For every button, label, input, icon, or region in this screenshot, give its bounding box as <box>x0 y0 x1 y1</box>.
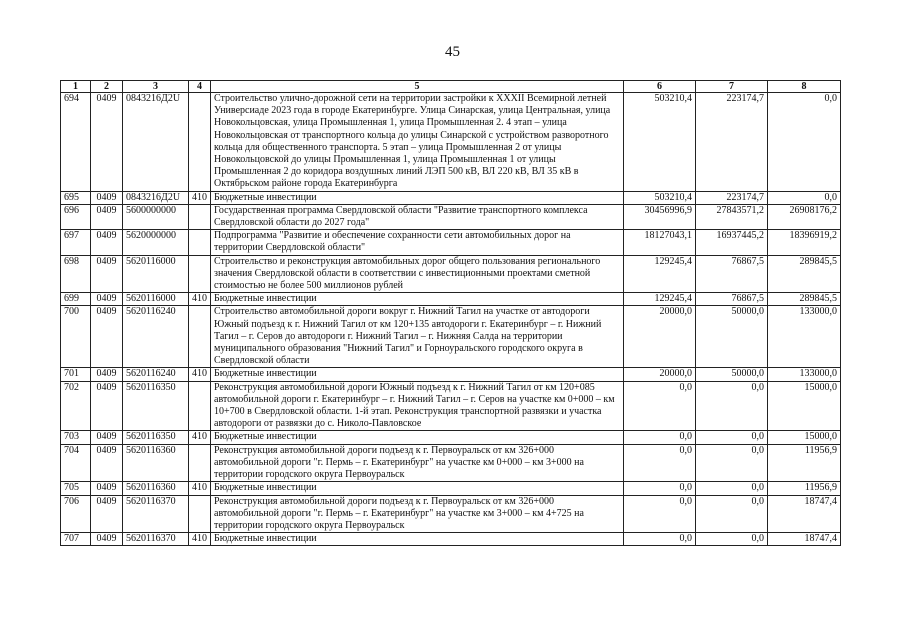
table-row <box>61 306 841 368</box>
amount-col-7: 27843571,2 <box>696 204 768 229</box>
amount-col-8: 11956,9 <box>768 482 841 495</box>
row-number: 706 <box>61 495 91 533</box>
table-row <box>61 204 841 229</box>
table-body <box>61 93 841 546</box>
amount-col-7: 0,0 <box>696 533 768 546</box>
section-code: 0409 <box>91 230 123 255</box>
section-code: 0409 <box>91 495 123 533</box>
section-code: 0409 <box>91 204 123 229</box>
section-code: 0409 <box>91 368 123 381</box>
amount-col-7: 0,0 <box>696 431 768 444</box>
header-col-7: 7 <box>696 81 768 93</box>
amount-col-8: 133000,0 <box>768 306 841 368</box>
amount-col-6: 129245,4 <box>624 293 696 306</box>
section-code: 0409 <box>91 306 123 368</box>
section-code: 0409 <box>91 444 123 482</box>
expense-type-code <box>189 444 211 482</box>
header-row <box>61 81 841 93</box>
amount-col-6: 0,0 <box>624 444 696 482</box>
expense-type-code <box>189 255 211 293</box>
amount-col-7: 0,0 <box>696 495 768 533</box>
section-code: 0409 <box>91 381 123 431</box>
amount-col-7: 76867,5 <box>696 293 768 306</box>
target-article-code: 0843216Д2U <box>123 93 189 192</box>
item-name: Подпрограмма "Развитие и обеспечение сохранности сети автомобильных дорог на территории Свердловской области" <box>211 230 624 255</box>
amount-col-7: 223174,7 <box>696 191 768 204</box>
target-article-code: 5620116350 <box>123 431 189 444</box>
expense-type-code <box>189 495 211 533</box>
expense-type-code <box>189 381 211 431</box>
amount-col-6: 20000,0 <box>624 368 696 381</box>
row-number: 701 <box>61 368 91 381</box>
table-row <box>61 230 841 255</box>
target-article-code: 0843216Д2U <box>123 191 189 204</box>
target-article-code: 5620116240 <box>123 306 189 368</box>
amount-col-8: 289845,5 <box>768 255 841 293</box>
section-code: 0409 <box>91 93 123 192</box>
row-number: 697 <box>61 230 91 255</box>
amount-col-8: 15000,0 <box>768 431 841 444</box>
header-col-2: 2 <box>91 81 123 93</box>
row-number: 702 <box>61 381 91 431</box>
amount-col-7: 16937445,2 <box>696 230 768 255</box>
section-code: 0409 <box>91 533 123 546</box>
target-article-code: 5620000000 <box>123 230 189 255</box>
row-number: 699 <box>61 293 91 306</box>
amount-col-7: 223174,7 <box>696 93 768 192</box>
expense-type-code <box>189 230 211 255</box>
amount-col-6: 503210,4 <box>624 191 696 204</box>
row-number: 703 <box>61 431 91 444</box>
item-name: Строительство улично-дорожной сети на территории застройки к XXXII Всемирной летней Универсиаде 2023 года в городе Екатеринбурге. Улица Синарская, улица Центральная, улица Новокольцовская, улица Промышленная 1, улица Промышленная 2. 4 этап – улица Новокольцовская от транспортного кольца до улицы Синарской с устройством разворотного кольца для общественного транспорта. 5 этап – улица Промышленная 2 от улицы Новокольцовской до улицы Промышленная 1, улица Промышленная 1 от улицы Промышленная 2 до коридора воздушных линий ЛЭП 500 кВ, ВЛ 220 кВ, ВЛ 35 кВ в Октябрьском районе города Екатеринбурга <box>211 93 624 192</box>
target-article-code: 5620116360 <box>123 482 189 495</box>
item-name: Бюджетные инвестиции <box>211 482 624 495</box>
row-number: 707 <box>61 533 91 546</box>
row-number: 705 <box>61 482 91 495</box>
target-article-code: 5620116370 <box>123 495 189 533</box>
expense-type-code: 410 <box>189 431 211 444</box>
table-row <box>61 431 841 444</box>
row-number: 700 <box>61 306 91 368</box>
expense-type-code: 410 <box>189 482 211 495</box>
section-code: 0409 <box>91 255 123 293</box>
row-number: 696 <box>61 204 91 229</box>
row-number: 694 <box>61 93 91 192</box>
amount-col-6: 0,0 <box>624 482 696 495</box>
target-article-code: 5620116350 <box>123 381 189 431</box>
row-number: 698 <box>61 255 91 293</box>
amount-col-8: 26908176,2 <box>768 204 841 229</box>
header-col-6: 6 <box>624 81 696 93</box>
amount-col-6: 0,0 <box>624 533 696 546</box>
table-row <box>61 191 841 204</box>
amount-col-7: 50000,0 <box>696 306 768 368</box>
item-name: Бюджетные инвестиции <box>211 293 624 306</box>
target-article-code: 5620116000 <box>123 293 189 306</box>
item-name: Бюджетные инвестиции <box>211 368 624 381</box>
amount-col-8: 11956,9 <box>768 444 841 482</box>
target-article-code: 5620116240 <box>123 368 189 381</box>
item-name: Реконструкция автомобильной дороги подъезд к г. Первоуральск от км 326+000 автомобильной дороги "г. Пермь – г. Екатеринбург" на участке км 3+000 – км 4+725 на территории городского округа Первоуральск <box>211 495 624 533</box>
item-name: Бюджетные инвестиции <box>211 431 624 444</box>
page-number: 45 <box>445 44 460 60</box>
item-name: Бюджетные инвестиции <box>211 191 624 204</box>
table-row <box>61 368 841 381</box>
section-code: 0409 <box>91 431 123 444</box>
section-code: 0409 <box>91 482 123 495</box>
amount-col-7: 0,0 <box>696 381 768 431</box>
table-row <box>61 482 841 495</box>
expense-type-code: 410 <box>189 368 211 381</box>
item-name: Строительство автомобильной дороги вокруг г. Нижний Тагил на участке от автодороги Южный подъезд к г. Нижний Тагил от км 120+135 автодороги г. Екатеринбург – г. Нижний Тагил – г. Серов до автодороги г. Нижний Тагил – г. Нижняя Салда на территории муниципального образования "Нижний Тагил" и Горноуральского городского округа в Свердловской области <box>211 306 624 368</box>
amount-col-7: 76867,5 <box>696 255 768 293</box>
expense-type-code <box>189 204 211 229</box>
amount-col-7: 0,0 <box>696 444 768 482</box>
expense-type-code <box>189 93 211 192</box>
amount-col-8: 289845,5 <box>768 293 841 306</box>
table-row <box>61 533 841 546</box>
header-col-5: 5 <box>211 81 624 93</box>
target-article-code: 5620116360 <box>123 444 189 482</box>
amount-col-8: 18396919,2 <box>768 230 841 255</box>
table-row <box>61 93 841 192</box>
table-row <box>61 444 841 482</box>
header-col-1: 1 <box>61 81 91 93</box>
expense-type-code: 410 <box>189 293 211 306</box>
amount-col-6: 129245,4 <box>624 255 696 293</box>
amount-col-8: 15000,0 <box>768 381 841 431</box>
item-name: Строительство и реконструкция автомобильных дорог общего пользования регионального значения Свердловской области в соответствии с инвестиционными проектами сметной стоимостью не более 500 миллионов рублей <box>211 255 624 293</box>
section-code: 0409 <box>91 293 123 306</box>
expense-type-code: 410 <box>189 533 211 546</box>
row-number: 704 <box>61 444 91 482</box>
amount-col-6: 30456996,9 <box>624 204 696 229</box>
target-article-code: 5620116000 <box>123 255 189 293</box>
amount-col-6: 18127043,1 <box>624 230 696 255</box>
table-row <box>61 495 841 533</box>
amount-col-8: 18747,4 <box>768 495 841 533</box>
row-number: 695 <box>61 191 91 204</box>
target-article-code: 5600000000 <box>123 204 189 229</box>
item-name: Государственная программа Свердловской области "Развитие транспортного комплекса Свердловской области до 2027 года" <box>211 204 624 229</box>
amount-col-7: 0,0 <box>696 482 768 495</box>
expense-type-code <box>189 306 211 368</box>
amount-col-6: 0,0 <box>624 495 696 533</box>
item-name: Реконструкция автомобильной дороги подъезд к г. Первоуральск от км 326+000 автомобильной дороги "г. Пермь – г. Екатеринбург" на участке км 0+000 – км 3+000 на территории городского округа Первоуральск <box>211 444 624 482</box>
table-row <box>61 293 841 306</box>
amount-col-6: 0,0 <box>624 431 696 444</box>
header-col-4: 4 <box>189 81 211 93</box>
amount-col-8: 0,0 <box>768 191 841 204</box>
amount-col-8: 18747,4 <box>768 533 841 546</box>
amount-col-6: 503210,4 <box>624 93 696 192</box>
expense-type-code: 410 <box>189 191 211 204</box>
item-name: Реконструкция автомобильной дороги Южный подъезд к г. Нижний Тагил от км 120+085 автомобильной дороги г. Екатеринбург – г. Нижний Тагил – г. Серов на участке км 0+000 – км 10+700 в Свердловской области. 1-й этап. Реконструкция транспортной развязки и участка автодороги от развязки до с. Николо-Павловское <box>211 381 624 431</box>
target-article-code: 5620116370 <box>123 533 189 546</box>
budget-table <box>60 80 841 546</box>
header-col-3: 3 <box>123 81 189 93</box>
table-row <box>61 255 841 293</box>
table-row <box>61 381 841 431</box>
item-name: Бюджетные инвестиции <box>211 533 624 546</box>
amount-col-7: 50000,0 <box>696 368 768 381</box>
header-col-8: 8 <box>768 81 841 93</box>
section-code: 0409 <box>91 191 123 204</box>
amount-col-8: 0,0 <box>768 93 841 192</box>
amount-col-8: 133000,0 <box>768 368 841 381</box>
amount-col-6: 0,0 <box>624 381 696 431</box>
amount-col-6: 20000,0 <box>624 306 696 368</box>
